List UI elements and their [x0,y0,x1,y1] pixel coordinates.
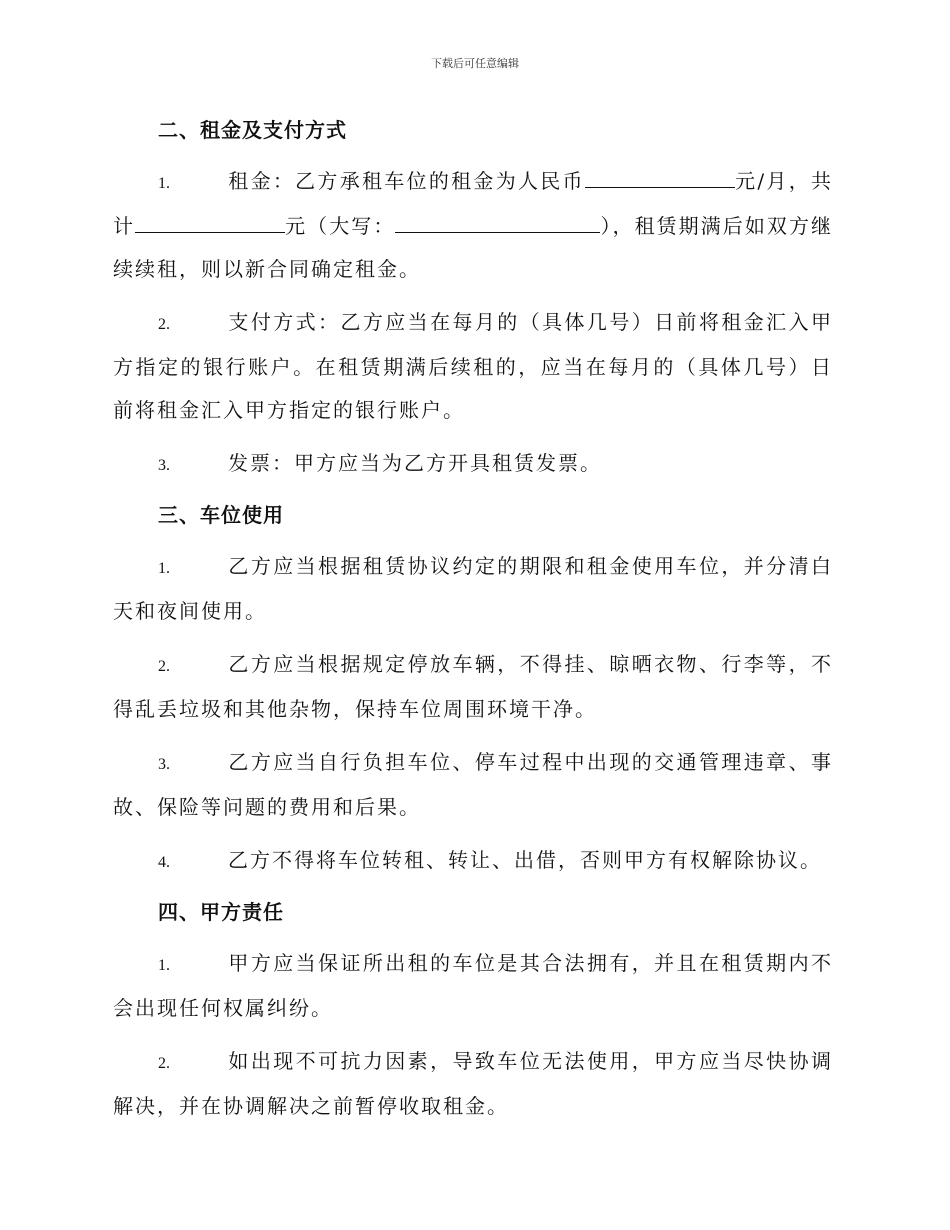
blank-line-monthly-rent [585,169,735,188]
clause-text: 乙方不得将车位转租、转让、出借，否则甲方有权解除协议。 [228,848,822,872]
clause-text: 乙方应当根据规定停放车辆，不得挂、晾晒衣物、行李等，不得乱丢垃圾和其他杂物，保持车位周围环境干净。 [113,652,833,721]
section-title-rent-payment: 二、租金及支付方式 [158,118,347,142]
clause-number: 4. [158,854,170,871]
clause-text: 元/月，共计 [113,169,834,238]
document-body [113,112,833,1138]
clause-number: 1. [158,560,170,577]
clause-ownership [113,942,833,1030]
section-title-party-a-duties: 四、甲方责任 [158,900,284,924]
clause-text: 支付方式：乙方应当在每月的（具体几号）日前将租金汇入甲方指定的银行账户。在租赁期满后续租的，应当在每月的（具体几号）日前将租金汇入甲方指定的银行账户。 [113,310,833,422]
clause-number: 2. [158,1055,170,1072]
clause-text: 元（大写： [285,214,396,238]
clause-number: 3. [158,756,170,773]
clause-number: 2. [158,658,170,675]
clause-number: 3. [158,457,170,474]
clause-number: 1. [158,957,170,974]
section-title-parking-use: 三、车位使用 [158,503,284,527]
clause-text: 乙方应当根据租赁协议约定的期限和租金使用车位，并分清白天和夜间使用。 [113,554,833,623]
clause-rent [113,160,833,291]
clause-number: 1. [158,175,170,192]
clause-text: 租金：乙方承租车位的租金为人民币 [228,169,585,193]
clause-no-sublease [113,839,833,884]
clause-usage-period [113,545,833,633]
clause-text: 乙方应当自行负担车位、停车过程中出现的交通管理违章、事故、保险等问题的费用和后果。 [113,750,833,819]
clause-text: 甲方应当保证所出租的车位是其合法拥有，并且在租赁期内不会出现任何权属纠纷。 [113,951,833,1020]
clause-payment-method [113,301,833,432]
clause-number: 2. [158,316,170,333]
page-header-note: 下载后可任意编辑 [431,57,519,70]
clause-liability [113,741,833,829]
clause-text: 发票：甲方应当为乙方开具租赁发票。 [228,451,602,475]
clause-parking-rules [113,643,833,731]
blank-line-amount-in-words [395,214,600,233]
clause-force-majeure [113,1040,833,1128]
clause-text: 如出现不可抗力因素，导致车位无法使用，甲方应当尽快协调解决，并在协调解决之前暂停收取租金。 [113,1049,833,1118]
clause-text: ），租赁期满后如双方继续续租，则以新合同确定租金。 [113,214,834,281]
blank-line-total-rent [135,214,285,233]
clause-invoice [113,442,833,487]
